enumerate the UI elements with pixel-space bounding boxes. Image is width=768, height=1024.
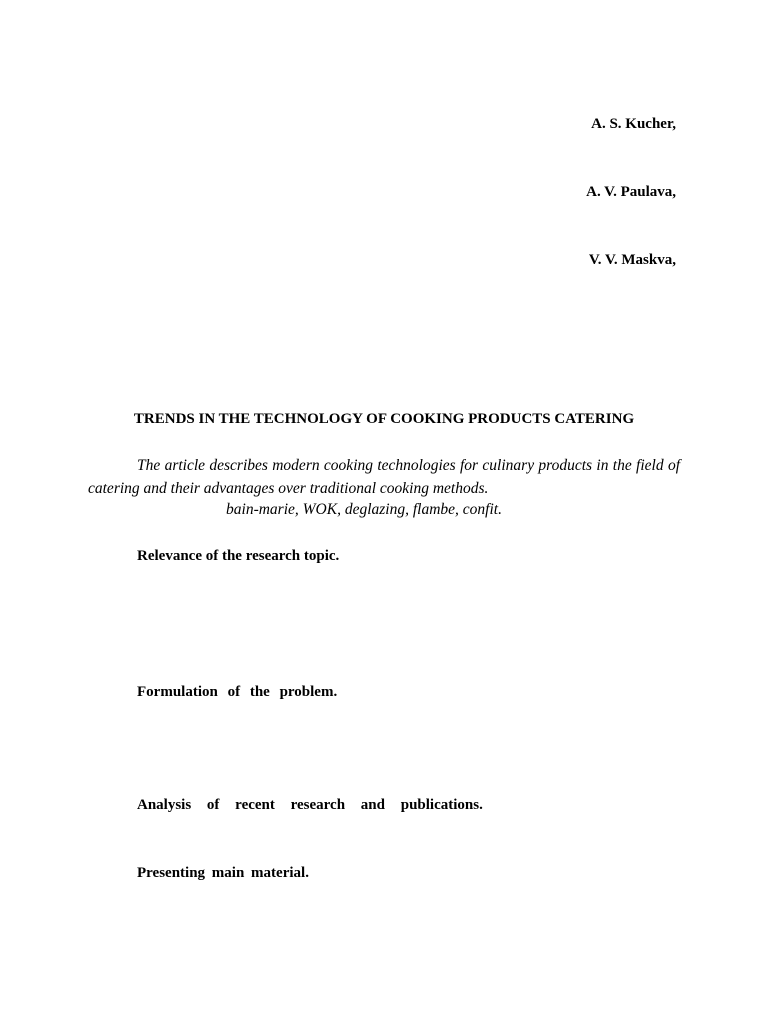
section-heading-problem: Formulation of the problem. [137, 684, 338, 700]
author-3: V. V. Maskva, [588, 252, 676, 268]
abstract-text: The article describes modern cooking technologies for culinary products in the field of catering and their advantages over traditional cooking methods. [88, 457, 680, 497]
author-2: A. V. Paulava, [586, 184, 676, 200]
section-heading-main-material: Presenting main material. [137, 865, 309, 881]
section-heading-analysis: Analysis of recent research and publications. [137, 797, 483, 813]
section-heading-relevance: Relevance of the research topic. [137, 548, 340, 564]
keywords-line: bain-marie, WOK, deglazing, flambe, confit. [226, 501, 502, 518]
author-1: A. S. Kucher, [591, 116, 676, 132]
article-title: TRENDS IN THE TECHNOLOGY OF COOKING PRODUCTS CATERING [133, 411, 635, 427]
